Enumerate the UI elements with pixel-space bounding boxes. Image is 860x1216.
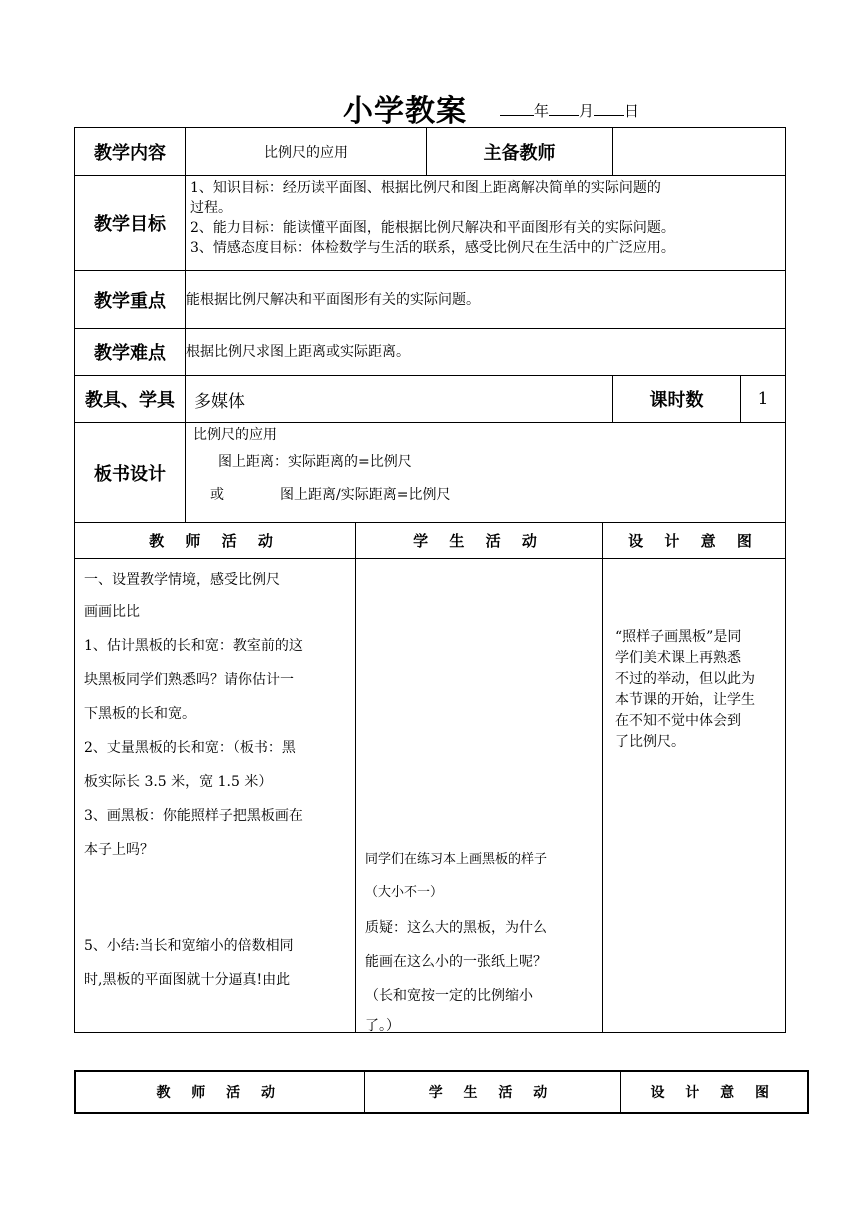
intent-line: 了比例尺。 (615, 734, 685, 750)
day-blank (594, 101, 624, 116)
teacher-line: 2、丈量黑板的长和宽：（板书：黑 (84, 740, 296, 756)
teacher-activity-header: 教 师 活 动 (75, 523, 356, 559)
intent-line: 本节课的开始，让学生 (615, 692, 755, 708)
board-or: 或 (210, 487, 224, 503)
student-activity-header: 学 生 活 动 (356, 523, 603, 559)
goals-cell (186, 176, 786, 271)
student-line: 了。） (365, 1018, 400, 1034)
page2-intent-header: 设 计 意 图 (620, 1071, 808, 1113)
difficult-value: 根据比例尺求图上距离或实际距离。 (186, 329, 786, 376)
activities-table (74, 522, 786, 1033)
student-line: 能画在这么小的一张纸上呢？ (365, 954, 547, 970)
teacher-line: 时,黑板的平面图就十分逼真!由此 (84, 972, 291, 988)
lesson-info-table (74, 127, 786, 523)
year-label: 年 (534, 102, 550, 120)
teacher-line: 一、设置教学情境，感受比例尺 (84, 572, 280, 588)
goal-line: 1、知识目标：经历读平面图、根据比例尺和图上距离解决简单的实际问题的 (190, 180, 661, 196)
goals-label: 教学目标 (75, 176, 186, 271)
key-label: 教学重点 (75, 271, 186, 329)
student-line: 质疑：这么大的黑板，为什么 (365, 920, 547, 936)
page2-teacher-header: 教 师 活 动 (75, 1071, 364, 1113)
student-line: 同学们在练习本上画黑板的样子 (365, 852, 548, 867)
goal-line: 2、能力目标：能读懂平面图，能根据比例尺解决和平面图形有关的实际问题。 (190, 220, 675, 236)
hours-label: 课时数 (613, 376, 741, 423)
board-label: 板书设计 (75, 423, 186, 523)
board-formula-alt: 图上距离/实际距离=比例尺 (280, 487, 451, 503)
page2-activities-table (74, 1070, 809, 1114)
intent-line: 学们美术课上再熟悉 (615, 650, 741, 666)
page-title: 小学教案 (343, 94, 467, 129)
board-cell (186, 423, 786, 523)
board-formula: 图上距离：实际距离的=比例尺 (218, 454, 412, 470)
student-activity-cell (356, 559, 603, 1033)
design-intent-cell (603, 559, 786, 1033)
content-label: 教学内容 (75, 128, 186, 176)
student-line: （长和宽按一定的比例缩小 (365, 988, 533, 1004)
page2-student-header: 学 生 活 动 (364, 1071, 620, 1113)
key-value: 能根据比例尺解决和平面图形有关的实际问题。 (186, 271, 786, 329)
tools-label: 教具、学具 (75, 376, 186, 423)
hours-value: 1 (741, 376, 786, 423)
year-blank (500, 101, 534, 116)
teacher-line: 画画比比 (84, 604, 140, 620)
student-line: （大小不一） (365, 885, 444, 900)
teacher-line: 1、估计黑板的长和宽：教室前的这 (84, 638, 303, 654)
intent-line: 在不知不觉中体会到 (615, 713, 741, 729)
intent-line: “照样子画黑板”是同 (615, 629, 742, 645)
goal-line: 过程。 (190, 200, 232, 216)
date-line (500, 100, 639, 121)
difficult-label: 教学难点 (75, 329, 186, 376)
teacher-line: 3、画黑板：你能照样子把黑板画在 (84, 808, 303, 824)
month-label: 月 (579, 102, 595, 120)
month-blank (549, 101, 579, 116)
teacher-line: 下黑板的长和宽。 (84, 706, 196, 722)
goal-line: 3、情感态度目标：体检数学与生活的联系，感受比例尺在生活中的广泛应用。 (190, 240, 675, 256)
teacher-value (613, 128, 786, 176)
teacher-line: 本子上吗？ (84, 842, 154, 858)
design-intent-header: 设 计 意 图 (603, 523, 786, 559)
teacher-label: 主备教师 (427, 128, 613, 176)
tools-value: 多媒体 (186, 376, 613, 423)
teacher-line: 5、小结:当长和宽缩小的倍数相同 (84, 938, 294, 954)
content-value: 比例尺的应用 (186, 128, 427, 176)
day-label: 日 (624, 102, 640, 120)
teacher-line: 块黑板同学们熟悉吗？请你估计一 (84, 672, 294, 688)
intent-line: 不过的举动，但以此为 (615, 671, 755, 687)
teacher-activity-cell (75, 559, 356, 1033)
teacher-line: 板实际长 3.5 米，宽 1.5 米） (84, 774, 273, 790)
board-title: 比例尺的应用 (193, 427, 277, 443)
